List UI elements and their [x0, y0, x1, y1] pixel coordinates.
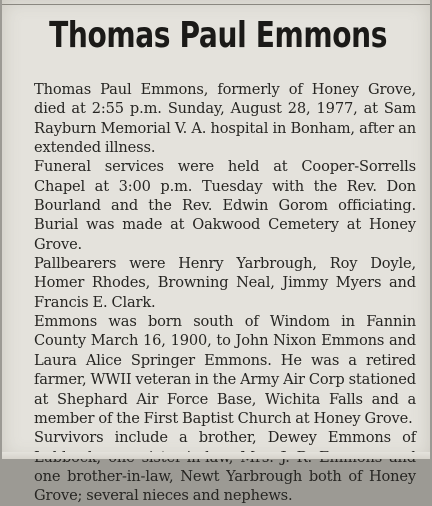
paragraph-funeral-services: Funeral services were held at Cooper-Sorrells Chapel at 3:00 p.m. Tuesday with the Rev. Don Bourland and the Rev. Edwin Gorom officiating. Burial was made at Oakwood Cemetery at Honey Grove.	[34, 158, 416, 253]
newspaper-clipping	[2, 0, 430, 505]
paragraph-pallbearers: Pallbearers were Henry Yarbrough, Roy Doyle, Homer Rhodes, Browning Neal, Jimmy Myers and Francis E. Clark.	[34, 255, 416, 311]
paragraph-survivors: Survivors include a brother, Dewey Emmons of one brother-in-law, Newt Yarbrough both of Honey Grove; several nieces and nephews.	[34, 429, 416, 505]
clipping-bottom-edge	[2, 452, 430, 459]
top-rule	[2, 4, 430, 5]
paragraph-biography: Emmons was born south of Windom in Fannin County March 16, 1900, to John Nixon Emmons and Laura Alice Springer Emmons. He was a retired farmer, WWII veteran in the Army Air Corp stationed at Shephard Air Force Base, Wichita Falls and a member of the First Baptist Church at Honey Grove.	[34, 313, 416, 427]
obituary-headline: Thomas Paul Emmons	[49, 15, 388, 56]
paragraph-death-notice: Thomas Paul Emmons, formerly of Honey Grove, died at 2:55 p.m. Sunday, August 28, 1977, at Sam Rayburn Memorial V. A. hospital in Bonham, after an extended illness.	[34, 81, 416, 157]
obituary-body	[34, 80, 416, 506]
